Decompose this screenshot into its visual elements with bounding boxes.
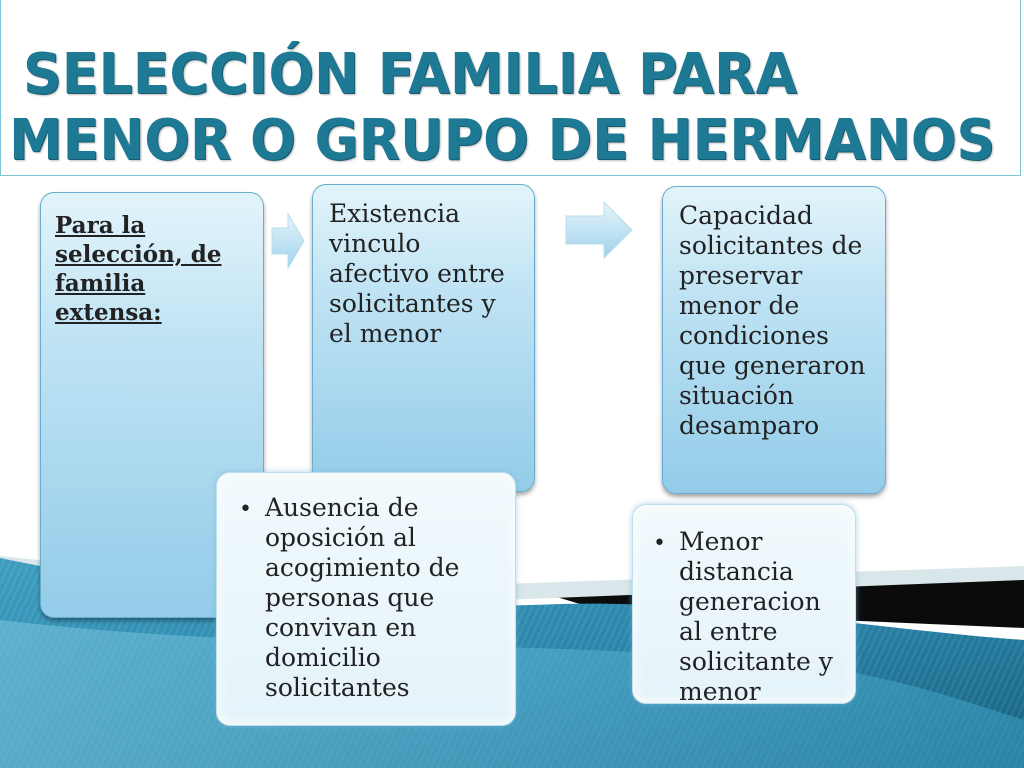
- title-bar: [0, 0, 1021, 176]
- box-menor-distancia: [632, 504, 856, 704]
- box-vinculo-afectivo-text: Existencia vinculo afectivo entre solicitantes y el menor: [329, 199, 505, 348]
- box-vinculo-afectivo: [312, 184, 535, 492]
- bullet-icon: •: [239, 497, 252, 522]
- box-menor-distancia-text: Menor distancia generacion al entre solicitante y menor: [679, 527, 833, 706]
- page-title-line-1: SELECCIÓN FAMILIA PARA: [23, 42, 798, 107]
- arrow-right-icon: [564, 200, 634, 260]
- box-capacidad-solicitantes: [662, 186, 886, 494]
- arrow-right-icon: [270, 212, 306, 270]
- bullet-icon: •: [653, 531, 666, 556]
- box-familia-extensa-text: Para la selección, de familia extensa:: [55, 212, 222, 326]
- box-ausencia-oposicion-text: Ausencia de oposición al acogimiento de personas que convivan en domicilio solicitantes: [265, 493, 460, 702]
- box-capacidad-solicitantes-text: Capacidad solicitantes de preservar menor de condiciones que generaron situación desamparo: [679, 201, 866, 440]
- page-title-line-2: MENOR O GRUPO DE HERMANOS: [9, 108, 996, 173]
- box-ausencia-oposicion: [216, 472, 516, 726]
